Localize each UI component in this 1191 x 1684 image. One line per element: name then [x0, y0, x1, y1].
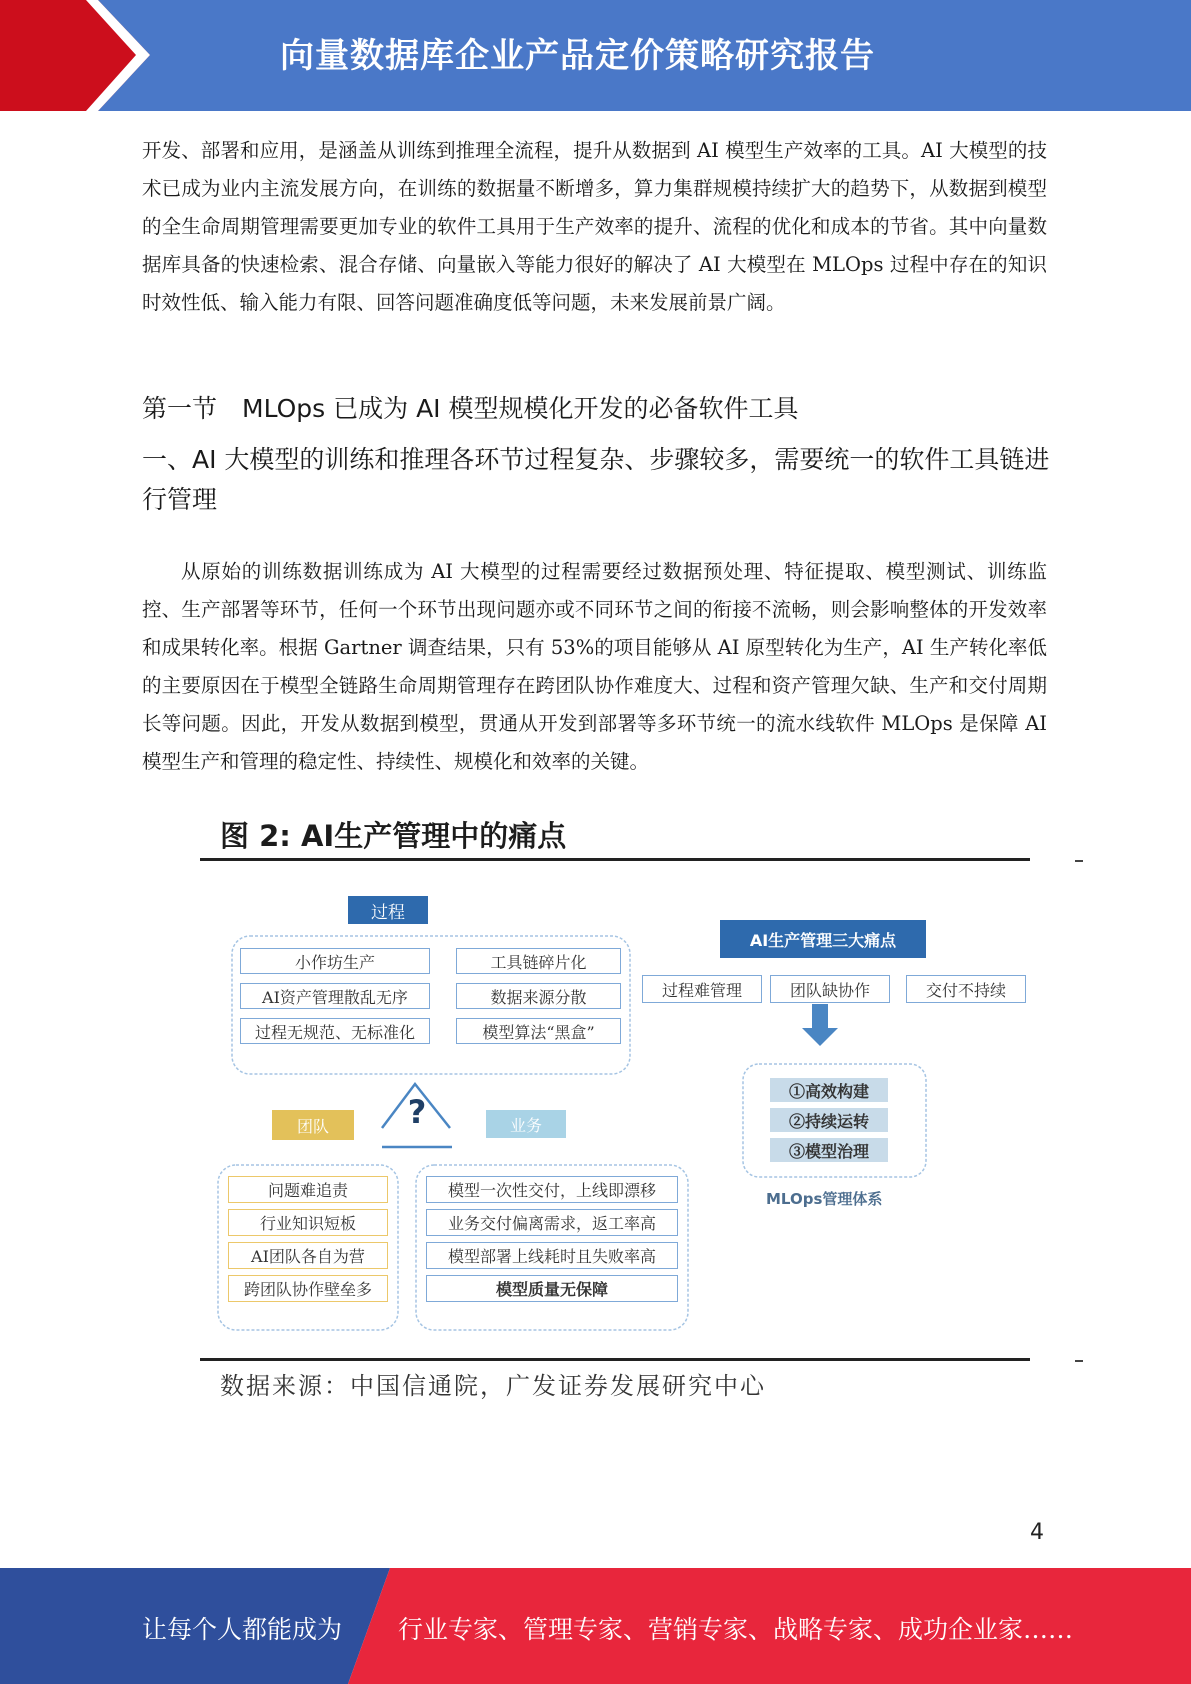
page-footer [0, 1568, 1191, 1684]
team-tag: 团队 [272, 1110, 354, 1140]
report-title: 向量数据库企业产品定价策略研究报告 [280, 36, 875, 76]
business-item: 业务交付偏离需求，返工率高 [426, 1209, 678, 1236]
page-header [0, 0, 1191, 111]
figure-bottom-rule [200, 1358, 1030, 1361]
subsection-heading: 一、AI 大模型的训练和推理各环节过程复杂、步骤较多，需要统一的软件工具链进行管理 [142, 445, 1050, 514]
question-mark-icon: ? [407, 1093, 427, 1131]
business-item: 模型质量无保障 [426, 1275, 678, 1302]
section-heading: 第一节 MLOps 已成为 AI 模型规模化开发的必备软件工具 [142, 394, 799, 423]
team-item: AI团队各自为营 [228, 1242, 388, 1269]
footer-slogan-right: 行业专家、管理专家、营销专家、战略专家、成功企业家…… [398, 1615, 1074, 1644]
footer-slogan-left: 让每个人都能成为 [142, 1615, 343, 1644]
process-item: 小作坊生产 [240, 948, 430, 974]
mlops-item: ②持续运转 [770, 1108, 888, 1132]
figure-title: 图 2: AI生产管理中的痛点 [220, 819, 567, 853]
pain-point-item: 团队缺协作 [770, 975, 890, 1003]
team-item: 行业知识短板 [228, 1209, 388, 1236]
process-item: 过程无规范、无标准化 [240, 1018, 430, 1044]
team-item: 问题难追责 [228, 1176, 388, 1203]
process-item: 工具链碎片化 [456, 948, 621, 974]
figure-source: 数据来源：中国信通院，广发证券发展研究中心 [220, 1372, 766, 1400]
figure-bottom-tick [1075, 1360, 1083, 1362]
mlops-system-label: MLOps管理体系 [766, 1190, 883, 1208]
business-tag: 业务 [486, 1110, 566, 1138]
body-paragraph: 从原始的训练数据训练成为 AI 大模型的过程需要经过数据预处理、特征提取、模型测试、训练监控、生产部署等环节，任何一个环节出现问题亦或不同环节之间的衔接不流畅，则会影响整体的开发效率和成果转化率。根据 Gartner 调查结果，只有 53%的项目能够从 AI 原型转化为生产，AI 生产转化率低的主要原因在于模型全链路生命周期管理存在跨团队协作难度大、过程和资产管理欠缺、生产和交付周期长等问题。因此，开发从数据到模型，贯通从开发到部署等多环节统一的流水线软件 MLOps 是保障 AI 模型生产和管理的稳定性、持续性、规模化和效率的关键。 [142, 560, 1047, 773]
process-item: 模型算法“黑盒” [456, 1018, 621, 1044]
pain-point-item: 过程难管理 [642, 975, 762, 1003]
process-item: 数据来源分散 [456, 983, 621, 1009]
mlops-item: ③模型治理 [770, 1138, 888, 1162]
process-item: AI资产管理散乱无序 [240, 983, 430, 1009]
figure-ai-pain-points [190, 810, 1090, 1410]
pain-points-tag: AI生产管理三大痛点 [720, 920, 926, 958]
business-item: 模型部署上线耗时且失败率高 [426, 1242, 678, 1269]
pain-point-item: 交付不持续 [906, 975, 1026, 1003]
process-tag: 过程 [348, 896, 428, 924]
business-item: 模型一次性交付，上线即漂移 [426, 1176, 678, 1203]
team-item: 跨团队协作壁垒多 [228, 1275, 388, 1302]
mlops-item: ①高效构建 [770, 1078, 888, 1102]
page-number: 4 [1030, 1520, 1044, 1545]
intro-paragraph: 开发、部署和应用，是涵盖从训练到推理全流程，提升从数据到 AI 模型生产效率的工具。AI 大模型的技术已成为业内主流发展方向，在训练的数据量不断增多，算力集群规模持续扩大的趋势下，从数据到模型的全生命周期管理需要更加专业的软件工具用于生产效率的提升、流程的优化和成本的节省。其中向量数据库具备的快速检索、混合存储、向量嵌入等能力很好的解决了 AI 大模型在 MLOps 过程中存在的知识时效性低、输入能力有限、回答问题准确度低等问题，未来发展前景广阔。 [142, 139, 1047, 314]
